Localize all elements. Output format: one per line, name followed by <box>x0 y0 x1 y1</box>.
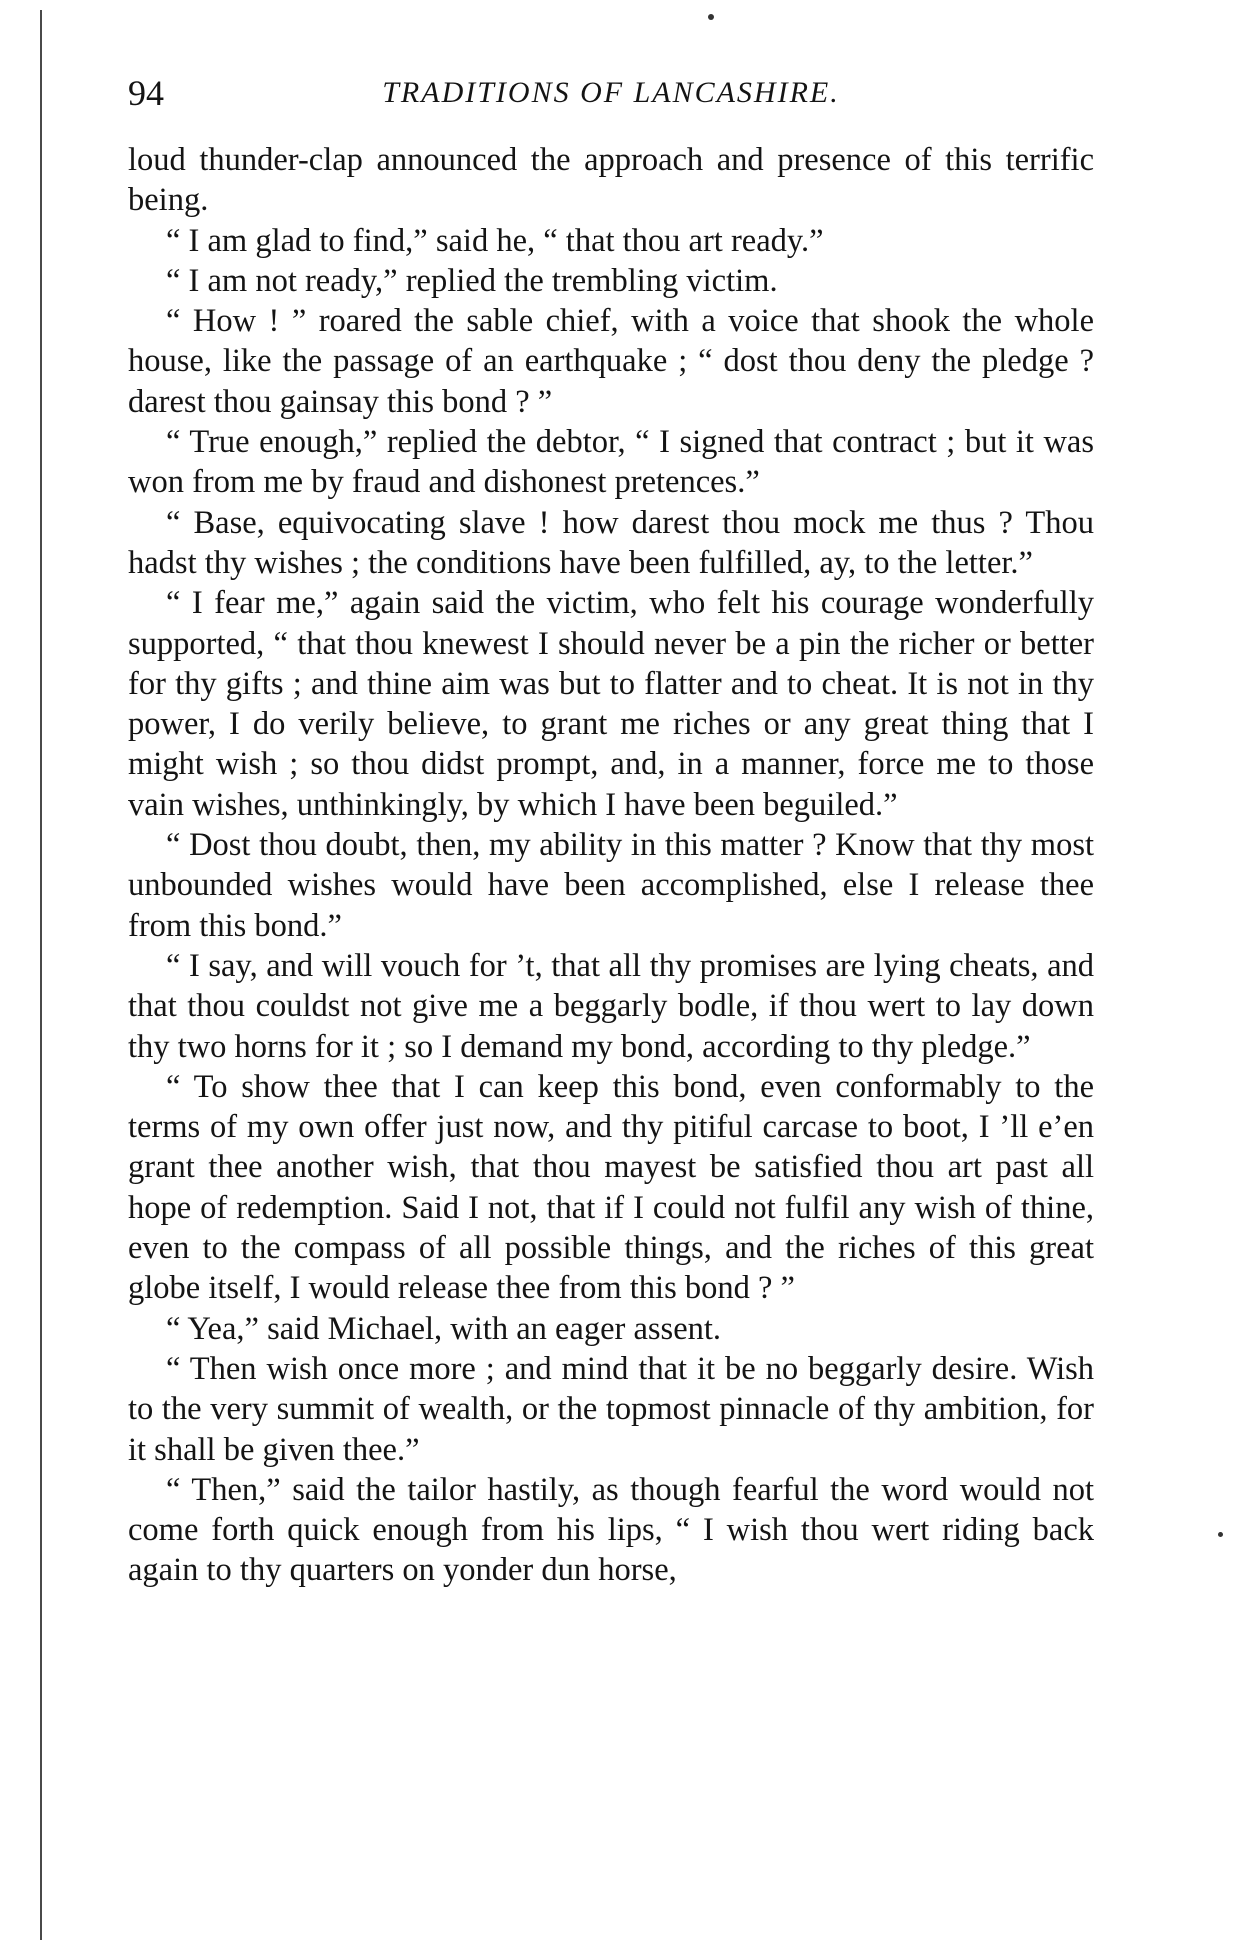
page-header <box>128 68 1094 118</box>
paragraph: “ I am not ready,” replied the trembling victim. <box>166 262 778 299</box>
paragraph: “ Base, equivocating slave ! how darest thou mock me thus ? Thou hadst thy wishes ; the conditions have been fulfilled, ay, to the letter.” <box>128 504 1094 581</box>
paragraph: “ I say, and will vouch for ’t, that all thy promises are lying cheats, and that thou couldst not give me a beggarly bodle, if thou wert to lay down thy two horns for it ; so I demand my bond, according to thy pledge.” <box>128 947 1094 1065</box>
ink-speck <box>708 14 714 20</box>
page-edge-line <box>40 10 42 1940</box>
paragraph: loud thunder-clap announced the approach and presence of this terrific being. <box>128 142 1094 219</box>
paragraph: “ Then wish once more ; and mind that it be no beggarly desire. Wish to the very summit of wealth, or the topmost pinnacle of thy ambition, for it shall be given thee.” <box>128 1350 1094 1468</box>
paragraph: “ I fear me,” again said the victim, who felt his courage wonderfully supported, “ that thou knewest I should never be a pin the richer or better for thy gifts ; and thine aim was but to flatter and to cheat. It is not in thy power, I do verily believe, to grant me riches or any great thing that I might wish ; so thou didst prompt, and, in a manner, force me to those vain wishes, unthinkingly, by which I have been beguiled.” <box>128 585 1094 823</box>
paragraph: “ To show thee that I can keep this bond, even conformably to the terms of my own offer just now, and thy pitiful carcase to boot, I ’ll e’en grant thee another wish, that thou mayest be satisfied thou art past all hope of redemption. Said I not, that if I could not fulfil any wish of thine, even to the compass of all possible things, and the riches of this great globe itself, I would release thee from this bond ? ” <box>128 1068 1094 1307</box>
paragraph: “ Yea,” said Michael, with an eager assent. <box>166 1310 722 1347</box>
ink-speck <box>1218 1532 1223 1537</box>
paragraph: “ I am glad to find,” said he, “ that thou art ready.” <box>166 222 824 259</box>
paragraph: “ True enough,” replied the debtor, “ I signed that contract ; but it was won from me by fraud and dishonest pretences.” <box>128 424 1094 501</box>
paragraph: “ Then,” said the tailor hastily, as though fearful the word would not come forth quick enough from his lips, “ I wish thou wert riding back again to thy quarters on yonder dun horse, <box>128 1471 1094 1589</box>
body-text <box>128 140 1094 1591</box>
paragraph: “ How ! ” roared the sable chief, with a voice that shook the whole house, like the passage of an earthquake ; “ dost thou deny the pledge ? darest thou gainsay this bond ? ” <box>128 303 1094 420</box>
running-title: TRADITIONS OF LANCASHIRE. <box>382 76 840 109</box>
paragraph: “ Dost thou doubt, then, my ability in this matter ? Know that thy most unbounded wishes would have been accomplished, else I release thee from this bond.” <box>128 827 1094 944</box>
page-number: 94 <box>128 73 164 113</box>
